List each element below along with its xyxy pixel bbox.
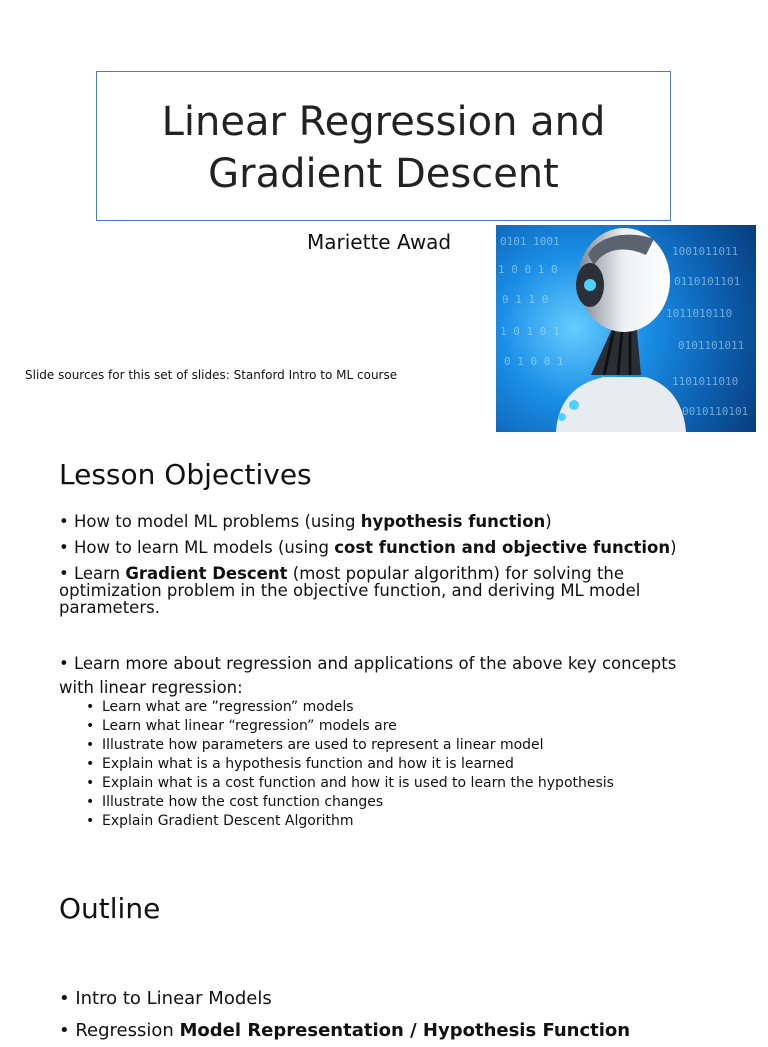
svg-text:1 0 1 0 1: 1 0 1 0 1 [500,325,560,338]
robot-icon [496,225,756,432]
objective-subitems [86,698,614,831]
svg-text:1 0 0 1 0: 1 0 0 1 0 [498,263,558,276]
title-box [96,71,671,221]
objectives-heading: Lesson Objectives [59,458,312,491]
svg-text:0010110101: 0010110101 [682,405,749,418]
svg-text:0110101101: 0110101101 [674,275,741,288]
outline-item: • Intro to Linear Models [59,988,272,1009]
title-line-2: Gradient Descent [208,151,559,197]
svg-text:0 1 0 0 1: 0 1 0 0 1 [504,355,564,368]
outline-list [59,983,630,1047]
svg-text:0101101011: 0101101011 [678,339,745,352]
source-note: Slide sources for this set of slides: Stanford Intro to ML course [25,368,398,382]
subitem: • Explain Gradient Descent Algorithm [86,813,354,829]
outline-heading: Outline [59,892,161,925]
slide-title [144,96,624,200]
subitem: • Illustrate how parameters are used to represent a linear model [86,737,544,753]
svg-text:0 1 1 0: 0 1 1 0 [502,293,549,306]
subitem: • Learn what are ”regression” models [86,699,354,715]
objective-item: • How to learn ML models (using cost function and objective function) [59,538,677,557]
outline-item: • Regression Model Representation / Hypothesis Function [59,1020,631,1041]
svg-text:0101 1001: 0101 1001 [500,235,560,248]
objectives-list [59,513,699,624]
title-line-1: Linear Regression and [161,99,606,145]
svg-text:1011010110: 1011010110 [666,307,733,320]
subitem: • Explain what is a hypothesis function and how it is learned [86,756,514,772]
subitem: • Explain what is a cost function and how it is used to learn the hypothesis [86,775,614,791]
svg-text:1101011010: 1101011010 [672,375,739,388]
svg-text:1001011011: 1001011011 [672,245,739,258]
subitem: • Learn what linear “regression” models are [86,718,397,734]
objective-item: • Learn Gradient Descent (most popular algorithm) for solving the optimization problem in the objective function, and deriving ML model parameters. [59,564,641,617]
objective-item: • How to model ML problems (using hypothesis function) [59,512,552,531]
subitem: • Illustrate how the cost function changes [86,794,384,810]
objective-more: • Learn more about regression and applications of the above key concepts with linear regression: [59,654,677,697]
author-name: Mariette Awad [307,230,452,254]
robot-image [496,225,756,432]
